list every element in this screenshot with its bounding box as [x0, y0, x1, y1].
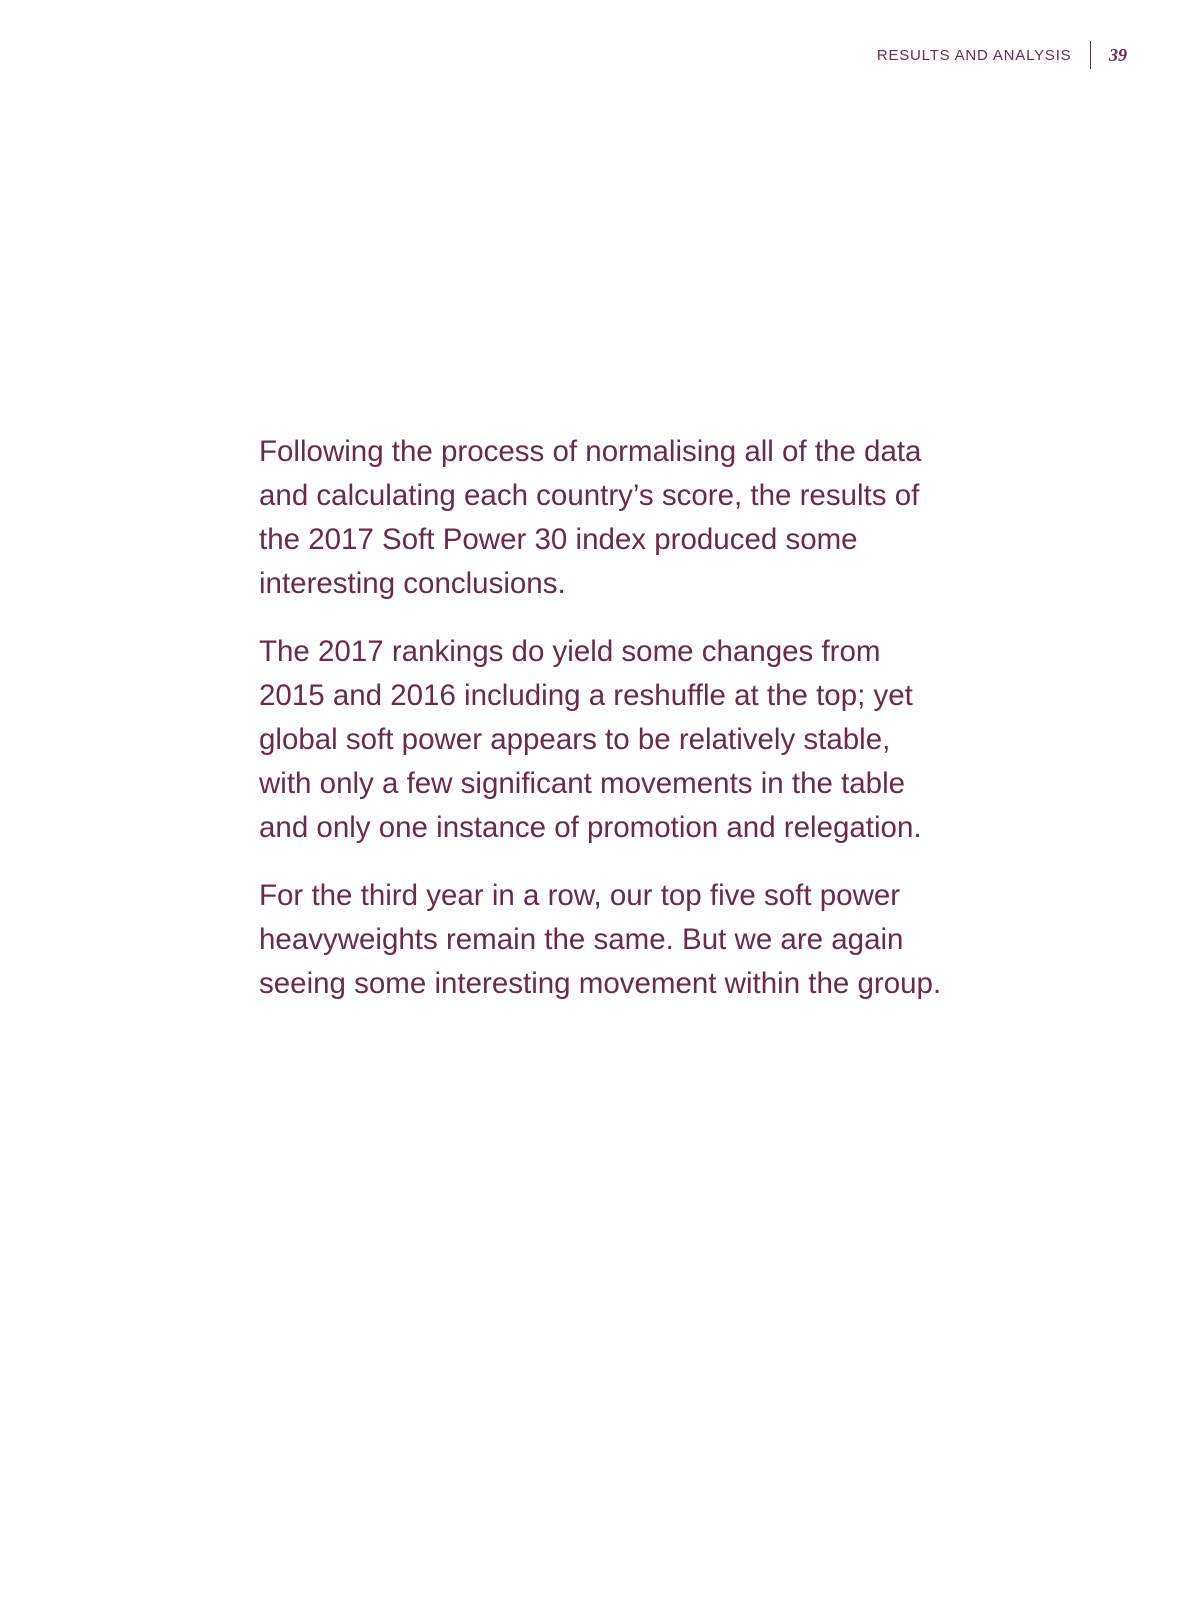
paragraph-2: The 2017 rankings do yield some changes from 2015 and 2016 including a reshuffle at the top; yet global soft power appears to be relatively stable, with only a few significant movements in the table and only one instance of promotion and relegation. — [259, 635, 922, 844]
section-title: RESULTS AND ANALYSIS — [876, 46, 1072, 64]
page-number: 39 — [1109, 44, 1127, 65]
paragraph-3: For the third year in a row, our top five soft power heavyweights remain the same. But we are again seeing some interesting movement within the group. — [259, 879, 942, 1000]
header-divider — [1090, 41, 1092, 69]
body-text — [259, 430, 949, 1030]
paragraph-1: Following the process of normalising all of the data and calculating each country’s score, the results of the 2017 Soft Power 30 index produced some interesting conclusions. — [259, 435, 922, 600]
page-header — [877, 40, 1127, 70]
